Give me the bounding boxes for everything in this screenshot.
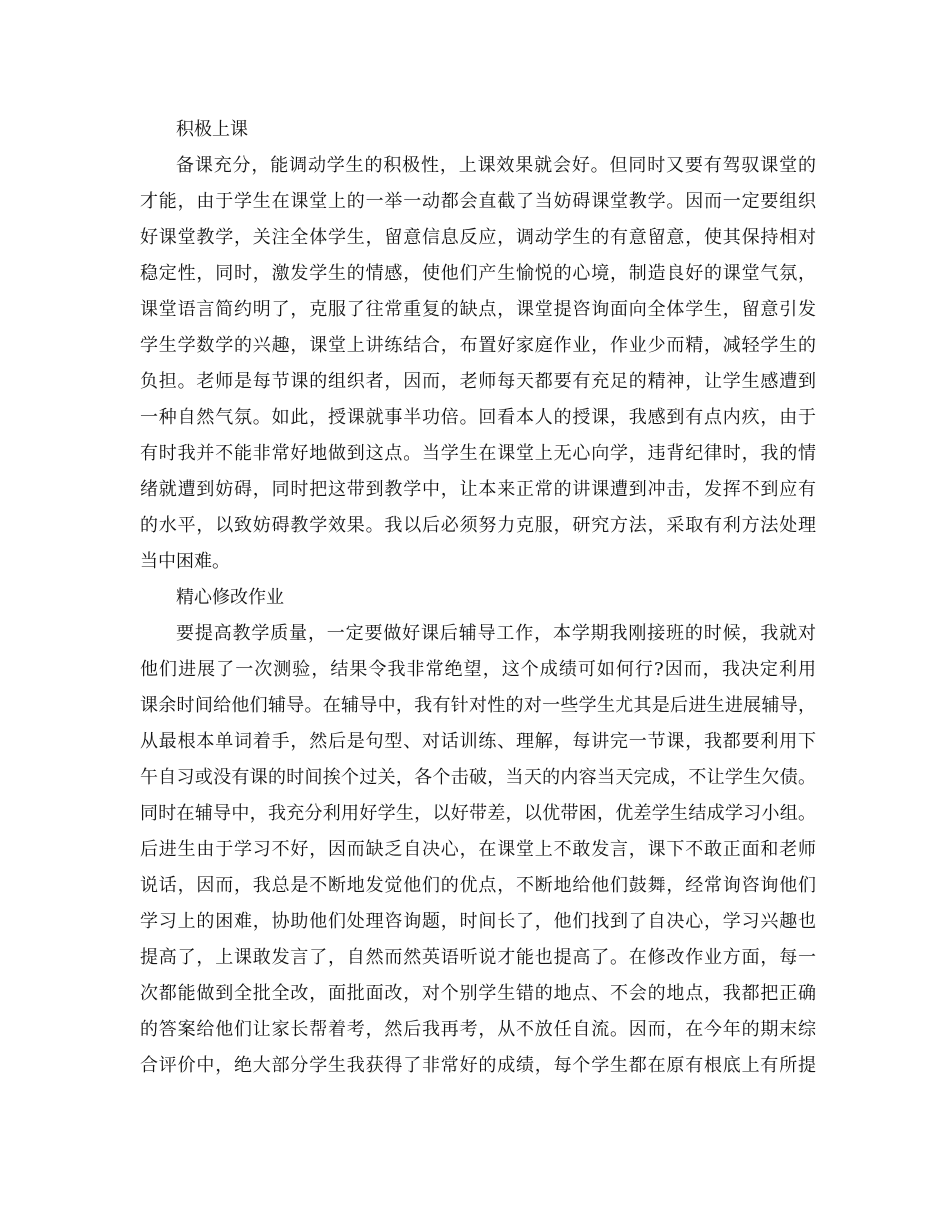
paragraph-line: 从最根本单词着手，然后是句型、对话训练、理解，每讲完一节课，我都要利用下 bbox=[140, 731, 816, 752]
paragraph-line: 的答案给他们让家长帮着考，然后我再考，从不放任自流。因而，在今年的期末综 bbox=[140, 1019, 816, 1040]
paragraph-line: 学习上的困难，协助他们处理咨询题，时间长了，他们找到了自决心，学习兴趣也 bbox=[140, 911, 816, 932]
paragraph-line: 好课堂教学，关注全体学生，留意信息反应，调动学生的有意留意，使其保持相对 bbox=[140, 227, 816, 248]
paragraph-line: 有时我并不能非常好地做到这点。当学生在课堂上无心向学，违背纪律时，我的情 bbox=[140, 443, 816, 464]
paragraph-line: 的水平，以致妨碍教学效果。我以后必须努力克服，研究方法，采取有利方法处理 bbox=[140, 515, 816, 536]
paragraph-line: 午自习或没有课的时间挨个过关，各个击破，当天的内容当天完成，不让学生欠债。 bbox=[140, 767, 816, 788]
paragraph-line: 一种自然气氛。如此，授课就事半功倍。回看本人的授课，我感到有点内疚，由于 bbox=[140, 407, 816, 428]
paragraph-line: 次都能做到全批全改，面批面改，对个别学生错的地点、不会的地点，我都把正确 bbox=[140, 983, 816, 1004]
paragraph-line: 说话，因而，我总是不断地发觉他们的优点，不断地给他们鼓舞，经常询咨询他们 bbox=[140, 875, 816, 896]
paragraph-line: 同时在辅导中，我充分利用好学生，以好带差，以优带困，优差学生结成学习小组。 bbox=[140, 803, 816, 824]
paragraph-line: 他们进展了一次测验，结果令我非常绝望，这个成绩可如何行?因而，我决定利用 bbox=[140, 659, 816, 680]
paragraph-line: 才能，由于学生在课堂上的一举一动都会直截了当妨碍课堂教学。因而一定要组织 bbox=[140, 191, 816, 212]
paragraph-line: 绪就遭到妨碍，同时把这带到教学中，让本来正常的讲课遭到冲击，发挥不到应有 bbox=[140, 479, 816, 500]
paragraph-line: 要提高教学质量，一定要做好课后辅导工作，本学期我刚接班的时候，我就对 bbox=[176, 623, 816, 644]
paragraph-line: 课堂语言简约明了，克服了往常重复的缺点，课堂提咨询面向全体学生，留意引发 bbox=[140, 299, 816, 320]
paragraph-line: 备课充分，能调动学生的积极性，上课效果就会好。但同时又要有驾驭课堂的 bbox=[176, 155, 816, 176]
paragraph-line: 学生学数学的兴趣，课堂上讲练结合，布置好家庭作业，作业少而精，减轻学生的 bbox=[140, 335, 816, 356]
paragraph-line: 稳定性，同时，激发学生的情感，使他们产生愉悦的心境，制造良好的课堂气氛， bbox=[140, 263, 816, 284]
paragraph-line: 负担。老师是每节课的组织者，因而，老师每天都要有充足的精神，让学生感遭到 bbox=[140, 371, 816, 392]
paragraph-line: 当中困难。 bbox=[140, 551, 230, 572]
paragraph-active-class bbox=[140, 148, 816, 580]
document-body bbox=[140, 112, 816, 1084]
paragraph-line: 合评价中，绝大部分学生我获得了非常好的成绩，每个学生都在原有根底上有所提 bbox=[140, 1055, 816, 1076]
paragraph-line: 课余时间给他们辅导。在辅导中，我有针对性的对一些学生尤其是后进生进展辅导， bbox=[140, 695, 816, 716]
paragraph-line: 提高了，上课敢发言了，自然而然英语听说才能也提高了。在修改作业方面，每一 bbox=[140, 947, 816, 968]
section-heading-homework: 精心修改作业 bbox=[176, 587, 284, 608]
paragraph-homework bbox=[140, 616, 816, 1084]
paragraph-line: 后进生由于学习不好，因而缺乏自决心，在课堂上不敢发言，课下不敢正面和老师 bbox=[140, 839, 816, 860]
section-heading-active-class: 积极上课 bbox=[176, 119, 248, 140]
